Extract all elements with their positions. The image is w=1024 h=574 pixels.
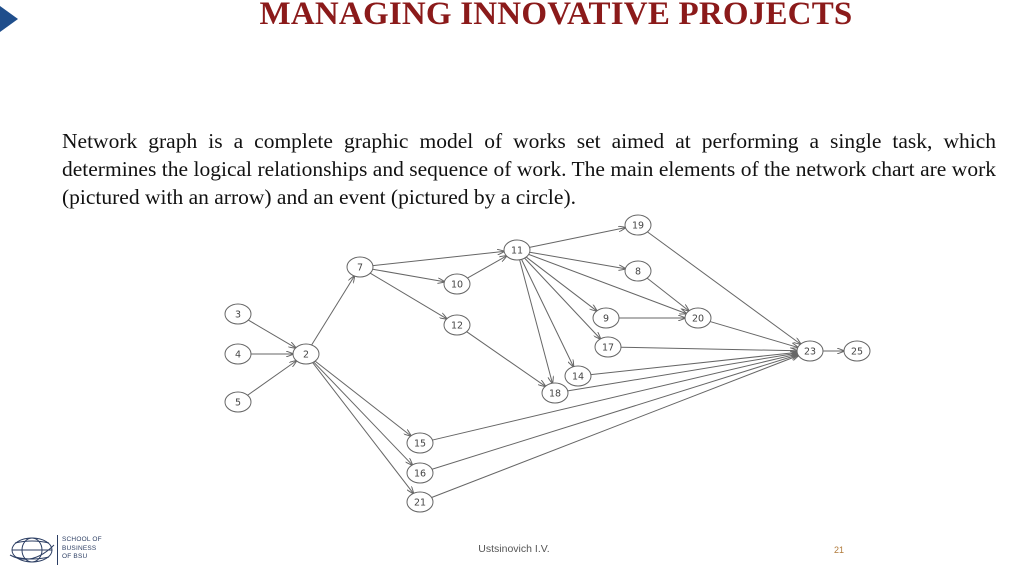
edge-12-to-18 — [467, 332, 546, 387]
edge-11-to-17 — [525, 258, 601, 339]
event-node-2 — [293, 344, 319, 364]
event-node-8 — [625, 261, 651, 281]
edge-2-to-15 — [315, 361, 411, 436]
logo-line-1: SCHOOL OF — [62, 536, 102, 543]
event-node-25 — [844, 341, 870, 361]
edge-20-to-23 — [710, 322, 798, 348]
event-label: 14 — [571, 371, 585, 383]
event-label: 2 — [302, 349, 310, 361]
event-node-17 — [595, 337, 621, 357]
event-node-19 — [625, 215, 651, 235]
edge-21-to-23 — [432, 355, 799, 497]
edge-7-to-10 — [373, 269, 445, 282]
edge-5-to-2 — [248, 361, 297, 395]
event-label: 21 — [413, 497, 427, 509]
event-node-10 — [444, 274, 470, 294]
event-label: 5 — [234, 397, 242, 409]
event-node-11 — [504, 240, 530, 260]
event-label: 15 — [413, 438, 427, 450]
edge-2-to-7 — [312, 276, 355, 345]
edge-17-to-23 — [621, 347, 797, 350]
event-label: 23 — [803, 346, 817, 358]
event-node-7 — [347, 257, 373, 277]
edge-11-to-20 — [529, 254, 687, 313]
logo-line-3: OF BSU — [62, 553, 88, 560]
event-label: 19 — [631, 220, 645, 232]
event-label: 17 — [601, 342, 615, 354]
edge-10-to-11 — [467, 256, 506, 278]
page-number: 21 — [834, 545, 845, 555]
edge-18-to-23 — [568, 353, 798, 391]
edge-11-to-14 — [522, 259, 574, 366]
edge-11-to-18 — [520, 260, 553, 383]
edge-2-to-21 — [313, 363, 414, 494]
event-label: 3 — [234, 309, 242, 321]
event-node-18 — [542, 383, 568, 403]
slide-title: MANAGING INNOVATIVE PROJECTS — [259, 0, 853, 32]
edge-14-to-23 — [591, 352, 797, 374]
event-label: 10 — [450, 279, 464, 291]
event-label: 4 — [234, 349, 242, 361]
footer-author: Ustsinovich I.V. — [478, 543, 550, 555]
edge-11-to-19 — [530, 228, 626, 248]
edge-15-to-23 — [432, 354, 797, 440]
edge-7-to-11 — [373, 251, 504, 265]
event-node-12 — [444, 315, 470, 335]
event-label: 25 — [850, 346, 864, 358]
event-label: 16 — [413, 468, 427, 480]
edge-2-to-16 — [314, 362, 413, 465]
school-name-logo-text — [62, 536, 102, 562]
event-node-21 — [407, 492, 433, 512]
event-label: 20 — [691, 313, 705, 325]
event-node-14 — [565, 366, 591, 386]
event-label: 11 — [510, 245, 524, 257]
edge-3-to-2 — [248, 320, 295, 348]
event-node-5 — [225, 392, 251, 412]
logo-line-2: BUSINESS — [62, 544, 97, 552]
event-label: 8 — [634, 266, 642, 278]
logo-divider — [57, 535, 58, 565]
edge-8-to-20 — [647, 278, 689, 311]
event-node-23 — [797, 341, 823, 361]
event-node-16 — [407, 463, 433, 483]
slide-body-text: Network graph is a complete graphic model of works set aimed at performing a single task, which determines the logical relationships and sequence of work. The main elements of the network chart are work (pictured with an arrow) and an event (pictured by a circle). — [62, 129, 996, 209]
event-label: 7 — [356, 262, 364, 274]
event-node-3 — [225, 304, 251, 324]
event-node-9 — [593, 308, 619, 328]
edge-19-to-23 — [647, 232, 800, 344]
event-label: 12 — [450, 320, 464, 332]
event-node-15 — [407, 433, 433, 453]
event-node-20 — [685, 308, 711, 328]
event-node-4 — [225, 344, 251, 364]
edge-11-to-9 — [526, 257, 597, 311]
event-label: 9 — [602, 313, 610, 325]
event-label: 18 — [548, 388, 562, 400]
